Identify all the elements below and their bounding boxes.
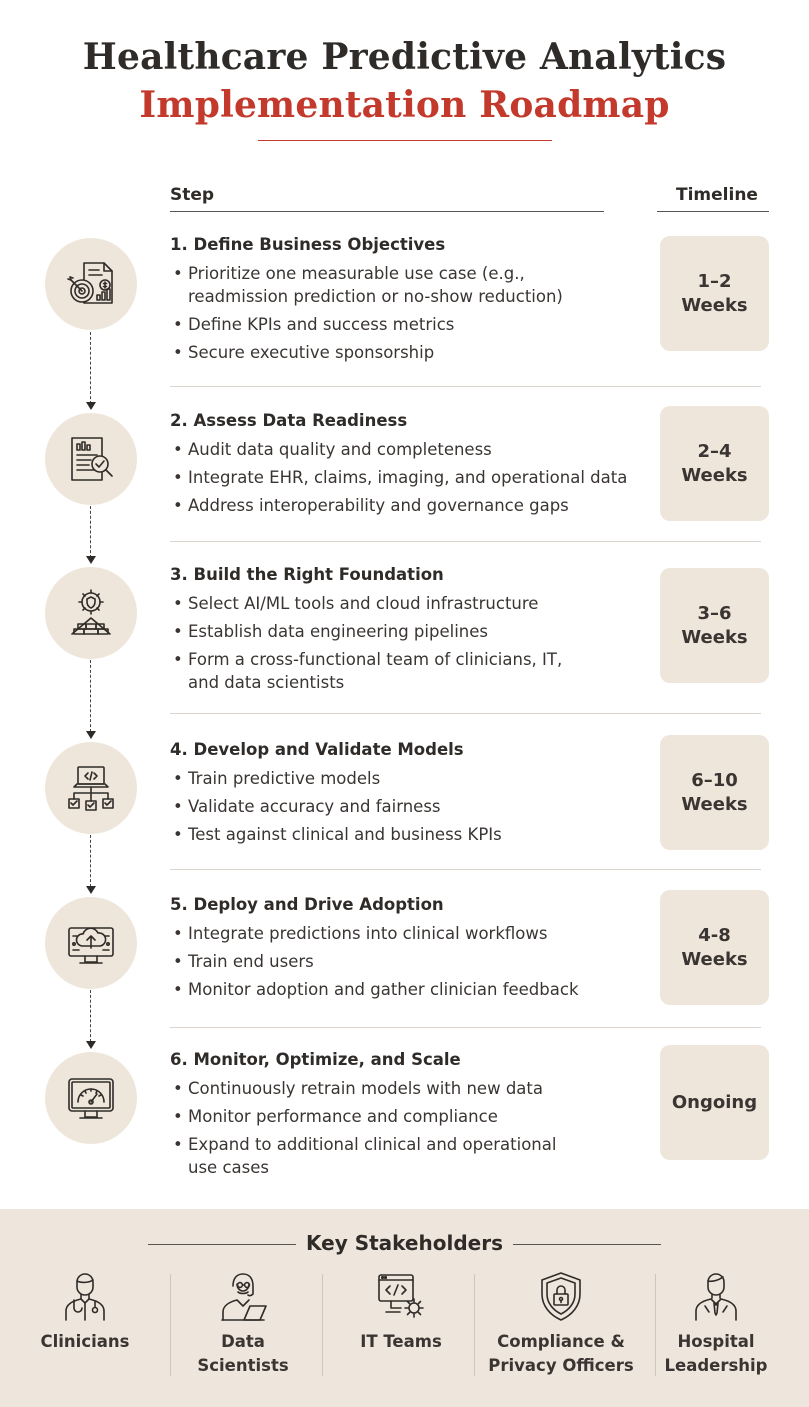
bullet-item: • Monitor adoption and gather clinician feedback — [170, 978, 640, 1001]
bullet-item: • Train predictive models — [170, 767, 640, 790]
step-divider — [170, 713, 761, 714]
stakeholder-hospital-leadership — [656, 1270, 776, 1378]
bullet-item: • Expand to additional clinical and operational use cases — [170, 1133, 580, 1179]
connector-arrow — [86, 731, 96, 739]
timeline-badge: 2–4 Weeks — [660, 406, 769, 521]
step-divider — [170, 541, 761, 542]
scientist-laptop-icon — [218, 1270, 268, 1322]
step-title: 4. Develop and Validate Models — [170, 740, 464, 759]
step-divider — [170, 1027, 761, 1028]
step-title: 2. Assess Data Readiness — [170, 411, 408, 430]
step-bullets — [170, 1077, 580, 1184]
bullet-item: • Validate accuracy and fairness — [170, 795, 640, 818]
step-bullets — [170, 767, 640, 851]
connector-arrow — [86, 1041, 96, 1049]
stakeholders-title: Key Stakeholders — [306, 1231, 503, 1255]
stakeholder-divider — [322, 1274, 323, 1376]
stakeholder-label: Clinicians — [40, 1332, 130, 1351]
stakeholder-divider — [170, 1274, 171, 1376]
timeline-badge: 6–10 Weeks — [660, 735, 769, 850]
bullet-item: • Establish data engineering pipelines — [170, 620, 590, 643]
stakeholder-label: Hospital Leadership — [664, 1332, 768, 1375]
shield-lock-icon — [536, 1270, 586, 1322]
executive-icon — [691, 1270, 741, 1322]
bullet-item: • Audit data quality and completeness — [170, 438, 640, 461]
speedometer-monitor-icon — [45, 1052, 137, 1144]
connector-line — [90, 990, 91, 1042]
timeline-badge: 4-8 Weeks — [660, 890, 769, 1005]
report-magnifier-icon — [45, 413, 137, 505]
connector-arrow — [86, 886, 96, 894]
bullet-item: • Prioritize one measurable use case (e.g., readmission prediction or no-show reduction) — [170, 262, 590, 308]
page-subtitle: Implementation Roadmap — [139, 84, 670, 126]
bullet-item: • Continuously retrain models with new data — [170, 1077, 580, 1100]
step-bullets — [170, 592, 590, 699]
step-bullets — [170, 262, 590, 369]
bullet-item: • Define KPIs and success metrics — [170, 313, 590, 336]
connector-line — [90, 835, 91, 887]
stakeholder-compliance-privacy — [482, 1270, 640, 1378]
step-title: 3. Build the Right Foundation — [170, 565, 444, 584]
step-title: 1. Define Business Objectives — [170, 235, 446, 254]
column-header-step: Step — [170, 185, 215, 205]
bullet-item: • Form a cross-functional team of clinicians, IT, and data scientists — [170, 648, 590, 694]
stakeholder-label: Compliance & Privacy Officers — [488, 1332, 634, 1375]
gear-shield-bricks-icon — [45, 567, 137, 659]
page-title: Healthcare Predictive Analytics — [82, 36, 727, 78]
step-divider — [170, 869, 761, 870]
bullet-item: • Test against clinical and business KPIs — [170, 823, 640, 846]
stakeholder-it-teams — [336, 1270, 466, 1354]
column-header-timeline: Timeline — [676, 185, 758, 205]
step-bullets — [170, 922, 640, 1006]
laptop-checklist-icon — [45, 742, 137, 834]
connector-arrow — [86, 402, 96, 410]
step-title: 6. Monitor, Optimize, and Scale — [170, 1050, 461, 1069]
bullet-item: • Train end users — [170, 950, 640, 973]
bullet-item: • Integrate predictions into clinical workflows — [170, 922, 640, 945]
bullet-item: • Monitor performance and compliance — [170, 1105, 580, 1128]
title-underline — [258, 140, 552, 141]
stakeholder-clinicians — [20, 1270, 150, 1354]
connector-arrow — [86, 556, 96, 564]
connector-line — [90, 660, 91, 732]
connector-line — [90, 332, 91, 404]
stakeholder-label: IT Teams — [360, 1332, 442, 1351]
timeline-badge: 1–2 Weeks — [660, 236, 769, 351]
stakeholder-label: Data Scientists — [197, 1332, 289, 1375]
bullet-item: • Address interoperability and governance gaps — [170, 494, 640, 517]
stakeholder-data-scientists — [178, 1270, 308, 1378]
step-header-rule — [170, 211, 604, 212]
connector-line — [90, 506, 91, 558]
step-divider — [170, 386, 761, 387]
bullet-item: • Integrate EHR, claims, imaging, and operational data — [170, 466, 640, 489]
bullet-item: • Secure executive sponsorship — [170, 341, 590, 364]
cloud-monitor-icon — [45, 897, 137, 989]
target-analytics-icon — [45, 238, 137, 330]
code-monitor-gear-icon — [376, 1270, 426, 1322]
timeline-badge: 3–6 Weeks — [660, 568, 769, 683]
timeline-badge: Ongoing — [660, 1045, 769, 1160]
bullet-item: • Select AI/ML tools and cloud infrastructure — [170, 592, 590, 615]
timeline-header-rule — [657, 211, 769, 212]
doctor-icon — [60, 1270, 110, 1322]
step-bullets — [170, 438, 640, 522]
stakeholder-divider — [474, 1274, 475, 1376]
step-title: 5. Deploy and Drive Adoption — [170, 895, 444, 914]
